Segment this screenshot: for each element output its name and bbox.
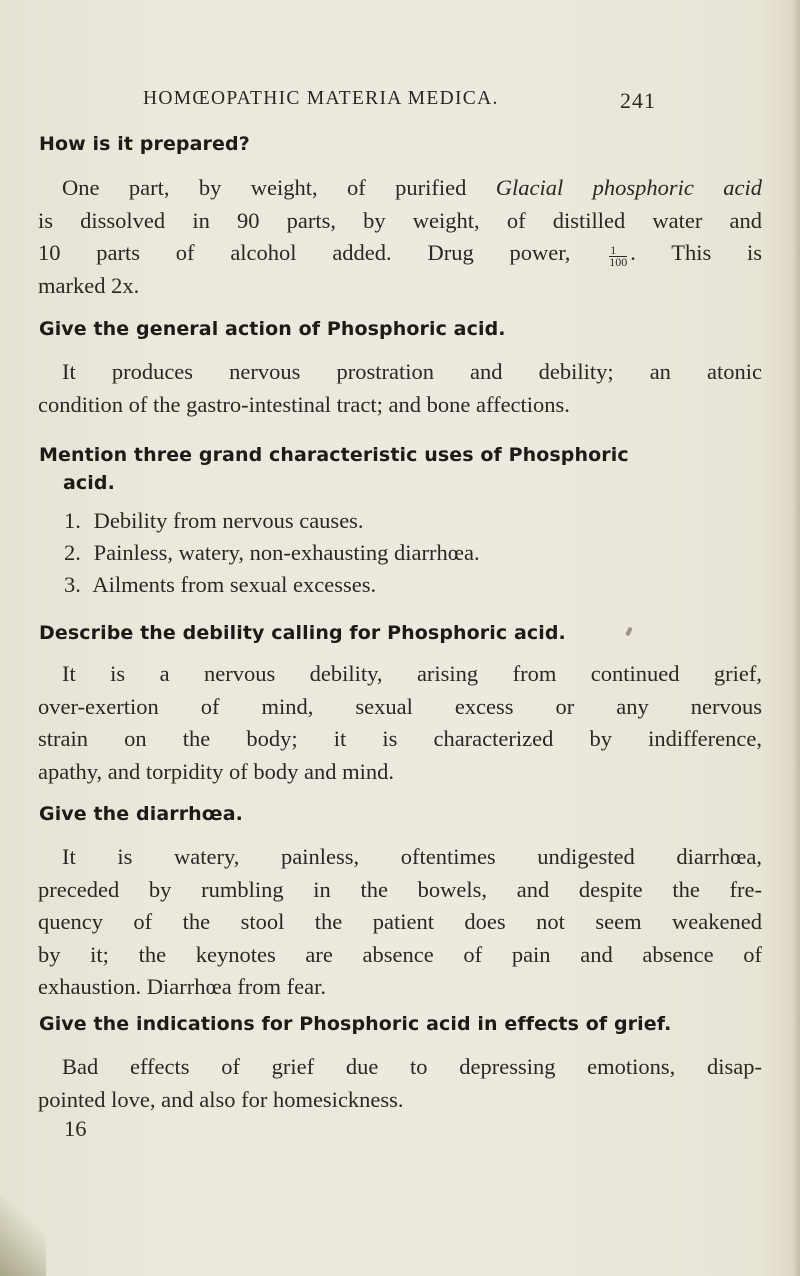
question-general-action: Give the general action of Phosphoric acid.	[39, 318, 506, 340]
answer-line: quency of the stool the patient does not seem weakened	[38, 909, 762, 934]
answer-line: 10 parts of alcohol added. Drug power, $\frac{1}{100}$ . This is	[38, 240, 763, 269]
answer-line: strain on the body; it is characterized by indifference,	[38, 726, 762, 751]
list-item: 1. Debility from nervous causes.	[64, 508, 364, 533]
answer-debility	[38, 658, 762, 788]
question-grief: Give the indications for Phosphoric acid in effects of grief.	[39, 1013, 672, 1035]
answer-line: It is a nervous debility, arising from continued grief,	[62, 661, 762, 686]
list-item: 2. Painless, watery, non-exhausting diarrhœa.	[64, 540, 480, 565]
ink-spot	[625, 627, 632, 637]
question-prepared: How is it prepared?	[39, 133, 250, 155]
running-header: HOMŒOPATHIC MATERIA MEDICA.	[143, 88, 499, 109]
question-characteristic-uses-cont: acid.	[63, 472, 115, 494]
answer-line: It is watery, painless, oftentimes undigested diarrhœa,	[62, 844, 762, 869]
answer-line: marked 2x.	[38, 272, 140, 298]
answer-general-action	[38, 356, 762, 421]
question-diarrhoea: Give the diarrhœa.	[39, 803, 243, 825]
answer-line: One part, by weight, of purified Glacial phosphoric acid	[62, 175, 763, 200]
signature-mark: 16	[64, 1116, 87, 1141]
glacial-phosphoric-acid: Glacial phosphoric acid	[495, 175, 763, 200]
page-edge-shadow	[792, 0, 800, 1276]
fraction: $\frac{1}{100}$	[609, 243, 628, 269]
page-number: 241	[620, 88, 656, 113]
answer-line: over-exertion of mind, sexual excess or any nervous	[38, 693, 762, 719]
answer-line: by it; the keynotes are absence of pain and absence of	[38, 941, 762, 967]
answer-line: It produces nervous prostration and debility; an atonic	[62, 359, 762, 384]
answer-line: apathy, and torpidity of body and mind.	[38, 758, 394, 784]
page-corner-stain	[0, 1196, 46, 1276]
question-characteristic-uses: Mention three grand characteristic uses of Phosphoric	[39, 444, 629, 466]
answer-line: preceded by rumbling in the bowels, and despite the fre-	[38, 876, 762, 902]
answer-line: exhaustion. Diarrhœa from fear.	[38, 974, 327, 999]
answer-line: is dissolved in 90 parts, by weight, of distilled water and	[38, 207, 762, 233]
list-item: 3. Ailments from sexual excesses.	[64, 572, 377, 597]
question-debility: Describe the debility calling for Phosphoric acid.	[39, 622, 566, 644]
answer-grief	[38, 1051, 762, 1116]
answer-line: condition of the gastro-intestinal tract; and bone affections.	[38, 391, 570, 417]
answer-line: pointed love, and also for homesickness.	[38, 1086, 404, 1112]
answer-line: Bad effects of grief due to depressing emotions, disap-	[62, 1054, 762, 1079]
answer-prepared	[38, 172, 762, 302]
answer-diarrhoea	[38, 841, 762, 1004]
